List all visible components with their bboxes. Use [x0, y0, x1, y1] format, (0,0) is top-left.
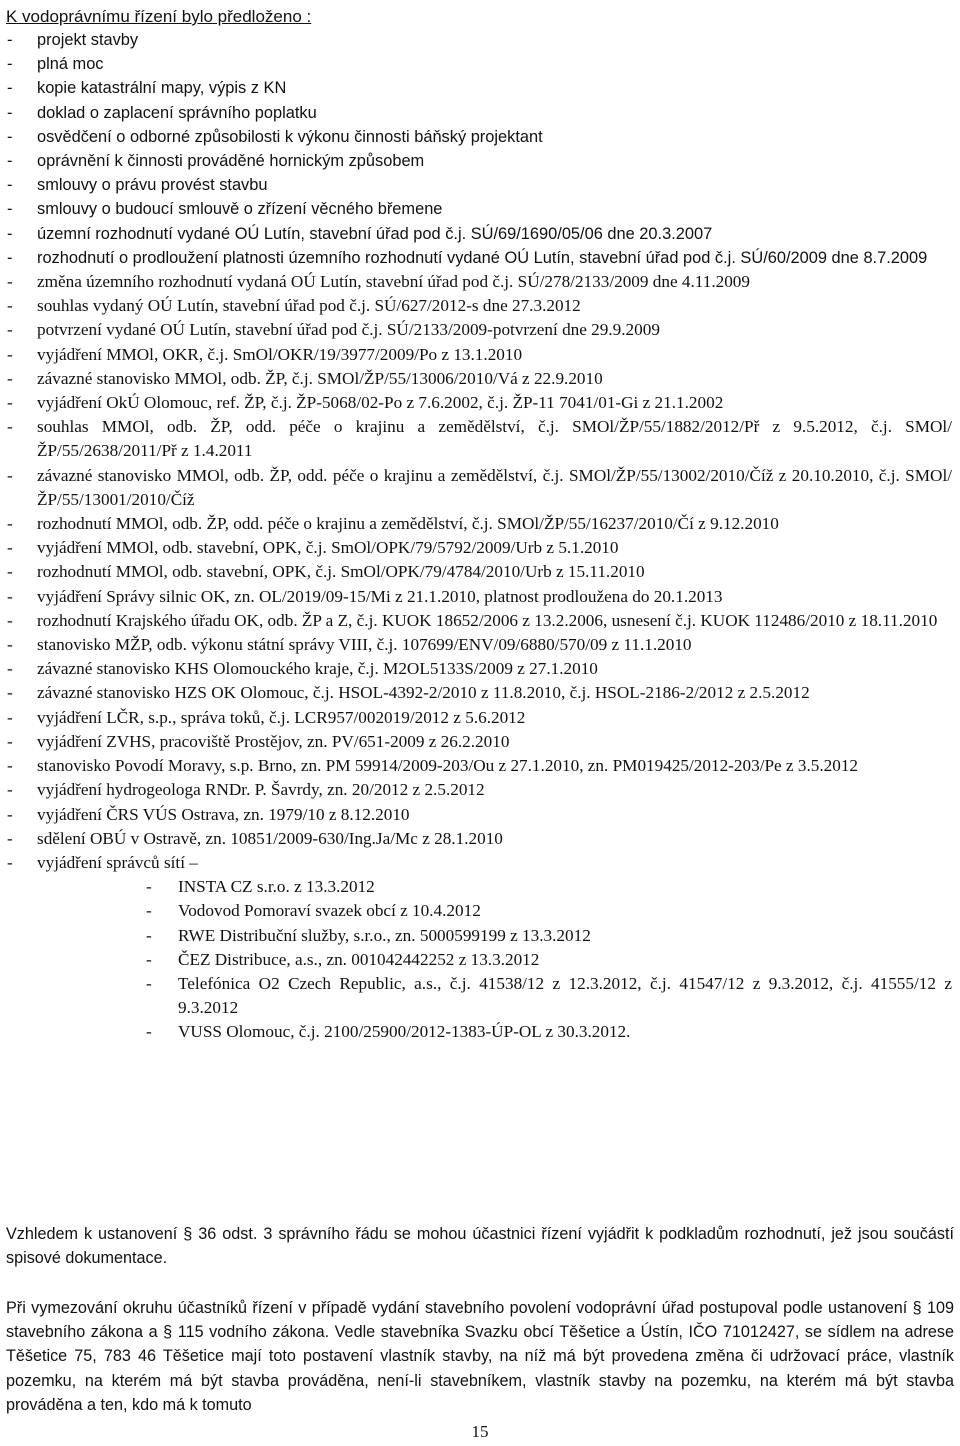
list-item-text: závazné stanovisko MMOl, odb. ŽP, č.j. SMOl/ŽP/55/13006/2010/Vá z 22.9.2010	[37, 368, 603, 388]
submitted-documents-list	[0, 28, 960, 1045]
list-item-text: závazné stanovisko HZS OK Olomouc, č.j. HSOL-4392-2/2010 z 11.8.2010, č.j. HSOL-2186-2/2012 z 2.5.2012	[37, 683, 810, 703]
list-item-text: projekt stavby	[37, 31, 139, 49]
sub-list-item-text: VUSS Olomouc, č.j. 2100/25900/2012-1383-ÚP-OL z 30.3.2012.	[178, 1022, 631, 1042]
list-item	[0, 391, 960, 415]
sub-list-item	[0, 899, 960, 923]
list-dash: -	[7, 103, 13, 122]
list-item-text: vyjádření MMOl, odb. stavební, OPK, č.j. SmOl/OPK/79/5792/2009/Urb z 5.1.2010	[37, 538, 619, 558]
list-item-text: rozhodnutí MMOl, odb. stavební, OPK, č.j. SmOl/OPK/79/4784/2010/Urb z 15.11.2010	[37, 562, 645, 582]
list-item	[0, 464, 960, 512]
list-dash: -	[7, 248, 13, 267]
list-dash: -	[7, 465, 13, 485]
list-item	[0, 318, 960, 342]
list-item	[0, 778, 960, 802]
sub-list-item	[0, 972, 960, 1020]
list-item	[0, 343, 960, 367]
list-dash: -	[146, 877, 152, 897]
list-item	[0, 415, 960, 463]
list-dash: -	[146, 925, 152, 945]
list-item	[0, 197, 960, 221]
list-dash: -	[7, 79, 13, 98]
list-item-text: vyjádření správců sítí –	[37, 852, 198, 872]
list-dash: -	[7, 55, 13, 74]
list-item	[0, 173, 960, 197]
list-item-text: oprávnění k činnosti prováděné hornickým způsobem	[37, 152, 425, 171]
list-item-text: závazné stanovisko MMOl, odb. ŽP, odd. péče o krajinu a zemědělství, č.j. SMOl/ŽP/55/13002/2010/Číž z 20.10.2010, č.j. SMOl/ŽP/55/13001/2010/Číž	[37, 465, 952, 509]
list-dash: -	[146, 1022, 152, 1042]
list-item-text: doklad o zaplacení správního poplatku	[37, 103, 317, 122]
list-item-text: stanovisko MŽP, odb. výkonu státní správy VIII, č.j. 107699/ENV/09/6880/570/09 z 11.1.2010	[37, 635, 692, 655]
paragraph-participants-statement: Vzhledem k ustanovení § 36 odst. 3 správního řádu se mohou účastnici řízení vyjádřit k podkladům rozhodnutí, jež jsou součástí spisové dokumentace.	[6, 1225, 954, 1268]
sub-list-item-text: RWE Distribuční služby, s.r.o., zn. 5000599199 z 13.3.2012	[178, 925, 591, 945]
sub-list-item	[0, 875, 960, 899]
list-dash: -	[7, 610, 13, 630]
list-dash: -	[7, 635, 13, 655]
list-dash: -	[7, 31, 13, 49]
list-item	[0, 657, 960, 681]
list-dash: -	[7, 320, 13, 340]
list-item-text: stanovisko Povodí Moravy, s.p. Brno, zn. PM 59914/2009-203/Ou z 27.1.2010, zn. PM019425/2012-203/Pe z 3.5.2012	[37, 756, 859, 776]
sub-list-item-text: ČEZ Distribuce, a.s., zn. 001042442252 z 13.3.2012	[178, 949, 540, 969]
list-item	[0, 76, 960, 100]
list-dash: -	[7, 514, 13, 534]
list-item-text: potvrzení vydané OÚ Lutín, stavební úřad pod č.j. SÚ/2133/2009-potvrzení dne 29.9.2009	[37, 320, 660, 340]
sub-list-item-text: INSTA CZ s.r.o. z 13.3.2012	[178, 877, 375, 897]
paragraph-participants-scope: Při vymezování okruhu účastníků řízení v případě vydání stavebního povolení vodoprávní úřad postupoval podle ustanovení § 109 stavebního zákona a § 115 vodního zákona. Vedle stavebníka Svazku obcí Těšetice a Ústín, IČO 71012427, se sídlem na adrese Těšetice 75, 783 46 Těšetice mají toto postavení vlastník stavby, na níž má být provedena změna či udržovací práce, vlastník pozemku, na kterém má být stavba prováděna, není-li stavebníkem, vlastník stavby na pozemku, na kterém má být stavba prováděna a ten, kdo má k tomuto	[6, 1299, 954, 1414]
list-dash: -	[146, 949, 152, 969]
list-item	[0, 754, 960, 778]
list-item-text: vyjádření OkÚ Olomouc, ref. ŽP, č.j. ŽP-5068/02-Po z 7.6.2002, č.j. ŽP-11 7041/01-Gi z 21.1.2002	[37, 393, 724, 413]
list-item	[0, 52, 960, 76]
list-dash: -	[7, 683, 13, 703]
list-dash: -	[7, 731, 13, 751]
list-item-text: souhlas MMOl, odb. ŽP, odd. péče o krajinu a zemědělství, č.j. SMOl/ŽP/55/1882/2012/Př z 9.5.2012, č.j. SMOl/ŽP/55/2638/2011/Př z 1.4.2011	[37, 417, 952, 461]
list-item	[0, 246, 960, 270]
list-dash: -	[7, 538, 13, 558]
list-dash: -	[7, 127, 13, 146]
list-item	[0, 512, 960, 536]
list-dash: -	[7, 296, 13, 316]
list-dash: -	[7, 344, 13, 364]
list-item	[0, 560, 960, 584]
list-item	[0, 28, 960, 52]
list-item	[0, 536, 960, 560]
list-item-text: vyjádření ČRS VÚS Ostrava, zn. 1979/10 z 8.12.2010	[37, 804, 410, 824]
list-dash: -	[7, 707, 13, 727]
list-item-text: rozhodnutí o prodloužení platnosti územního rozhodnutí vydané OÚ Lutín, stavební úřad pod č.j. SÚ/60/2009 dne 8.7.2009	[37, 248, 928, 267]
list-item	[0, 270, 960, 294]
list-item	[0, 367, 960, 391]
list-item	[0, 633, 960, 657]
list-item-text: rozhodnutí MMOl, odb. ŽP, odd. péče o krajinu a zemědělství, č.j. SMOl/ŽP/55/16237/2010/Čí z 9.12.2010	[37, 514, 779, 534]
list-item-text: plná moc	[37, 55, 104, 74]
list-item	[0, 125, 960, 149]
sub-list-item	[0, 948, 960, 972]
list-item-text: vyjádření MMOl, OKR, č.j. SmOl/OKR/19/3977/2009/Po z 13.1.2010	[37, 344, 523, 364]
list-dash: -	[7, 417, 13, 437]
list-item-text: vyjádření ZVHS, pracoviště Prostějov, zn. PV/651-2009 z 26.2.2010	[37, 731, 510, 751]
sub-list-item	[0, 1020, 960, 1044]
list-item-text: kopie katastrální mapy, výpis z KN	[37, 79, 287, 98]
sub-list-item-text: Telefónica O2 Czech Republic, a.s., č.j. 41538/12 z 12.3.2012, č.j. 41547/12 z 9.3.2012, č.j. 41555/12 z 9.3.2012	[178, 973, 952, 1018]
list-dash: -	[7, 852, 13, 872]
list-item-text: závazné stanovisko KHS Olomouckého kraje, č.j. M2OL5133S/2009 z 27.1.2010	[37, 659, 598, 679]
list-dash: -	[7, 152, 13, 171]
list-item-text: rozhodnutí Krajského úřadu OK, odb. ŽP a Z, č.j. KUOK 18652/2006 z 13.2.2006, usnesení č.j. KUOK 112486/2010 z 18.11.2010	[37, 610, 938, 630]
list-item-text: smlouvy o budoucí smlouvě o zřízení věcného břemene	[37, 200, 443, 219]
list-item	[0, 851, 960, 875]
list-item-text: osvědčení o odborné způsobilosti k výkonu činnosti báňský projektant	[37, 127, 543, 146]
list-item-text: sdělení OBÚ v Ostravě, zn. 10851/2009-630/Ing.Ja/Mc z 28.1.2010	[37, 828, 503, 848]
sub-list-item-text: Vodovod Pomoraví svazek obcí z 10.4.2012	[178, 901, 481, 921]
list-item-text: souhlas vydaný OÚ Lutín, stavební úřad pod č.j. SÚ/627/2012-s dne 27.3.2012	[37, 296, 581, 316]
list-item	[0, 706, 960, 730]
list-item-text: územní rozhodnutí vydané OÚ Lutín, stavební úřad pod č.j. SÚ/69/1690/05/06 dne 20.3.2007	[37, 224, 713, 243]
list-dash: -	[146, 973, 152, 993]
list-item	[0, 827, 960, 851]
list-item	[0, 222, 960, 246]
list-item	[0, 149, 960, 173]
list-dash: -	[7, 200, 13, 219]
list-item-text: vyjádření hydrogeologa RNDr. P. Šavrdy, zn. 20/2012 z 2.5.2012	[37, 780, 485, 800]
page-number: 15	[471, 1422, 489, 1441]
list-item-text: změna územního rozhodnutí vydaná OÚ Lutín, stavební úřad pod č.j. SÚ/278/2133/2009 dne 4.11.2009	[37, 272, 750, 292]
list-item-text: vyjádření LČR, s.p., správa toků, č.j. LCR957/002019/2012 z 5.6.2012	[37, 707, 526, 727]
list-dash: -	[7, 562, 13, 582]
list-dash: -	[7, 368, 13, 388]
list-dash: -	[7, 756, 13, 776]
list-dash: -	[7, 272, 13, 292]
list-item	[0, 803, 960, 827]
network-operators-list	[0, 875, 960, 1044]
list-item	[0, 585, 960, 609]
list-item	[0, 609, 960, 633]
list-item	[0, 294, 960, 318]
list-dash: -	[7, 393, 13, 413]
list-item-text: smlouvy o právu provést stavbu	[37, 176, 268, 195]
list-item	[0, 730, 960, 754]
list-dash: -	[7, 828, 13, 848]
intro-heading: K vodoprávnímu řízení bylo předloženo :	[6, 7, 312, 26]
list-dash: -	[7, 780, 13, 800]
list-dash: -	[7, 224, 13, 243]
list-item	[0, 101, 960, 125]
list-dash: -	[7, 586, 13, 606]
list-dash: -	[7, 176, 13, 195]
sub-list-item	[0, 924, 960, 948]
list-item-text: vyjádření Správy silnic OK, zn. OL/2019/09-15/Mi z 21.1.2010, platnost prodloužena do 20.1.2013	[37, 586, 723, 606]
list-dash: -	[146, 901, 152, 921]
list-dash: -	[7, 659, 13, 679]
list-item	[0, 681, 960, 705]
list-dash: -	[7, 804, 13, 824]
